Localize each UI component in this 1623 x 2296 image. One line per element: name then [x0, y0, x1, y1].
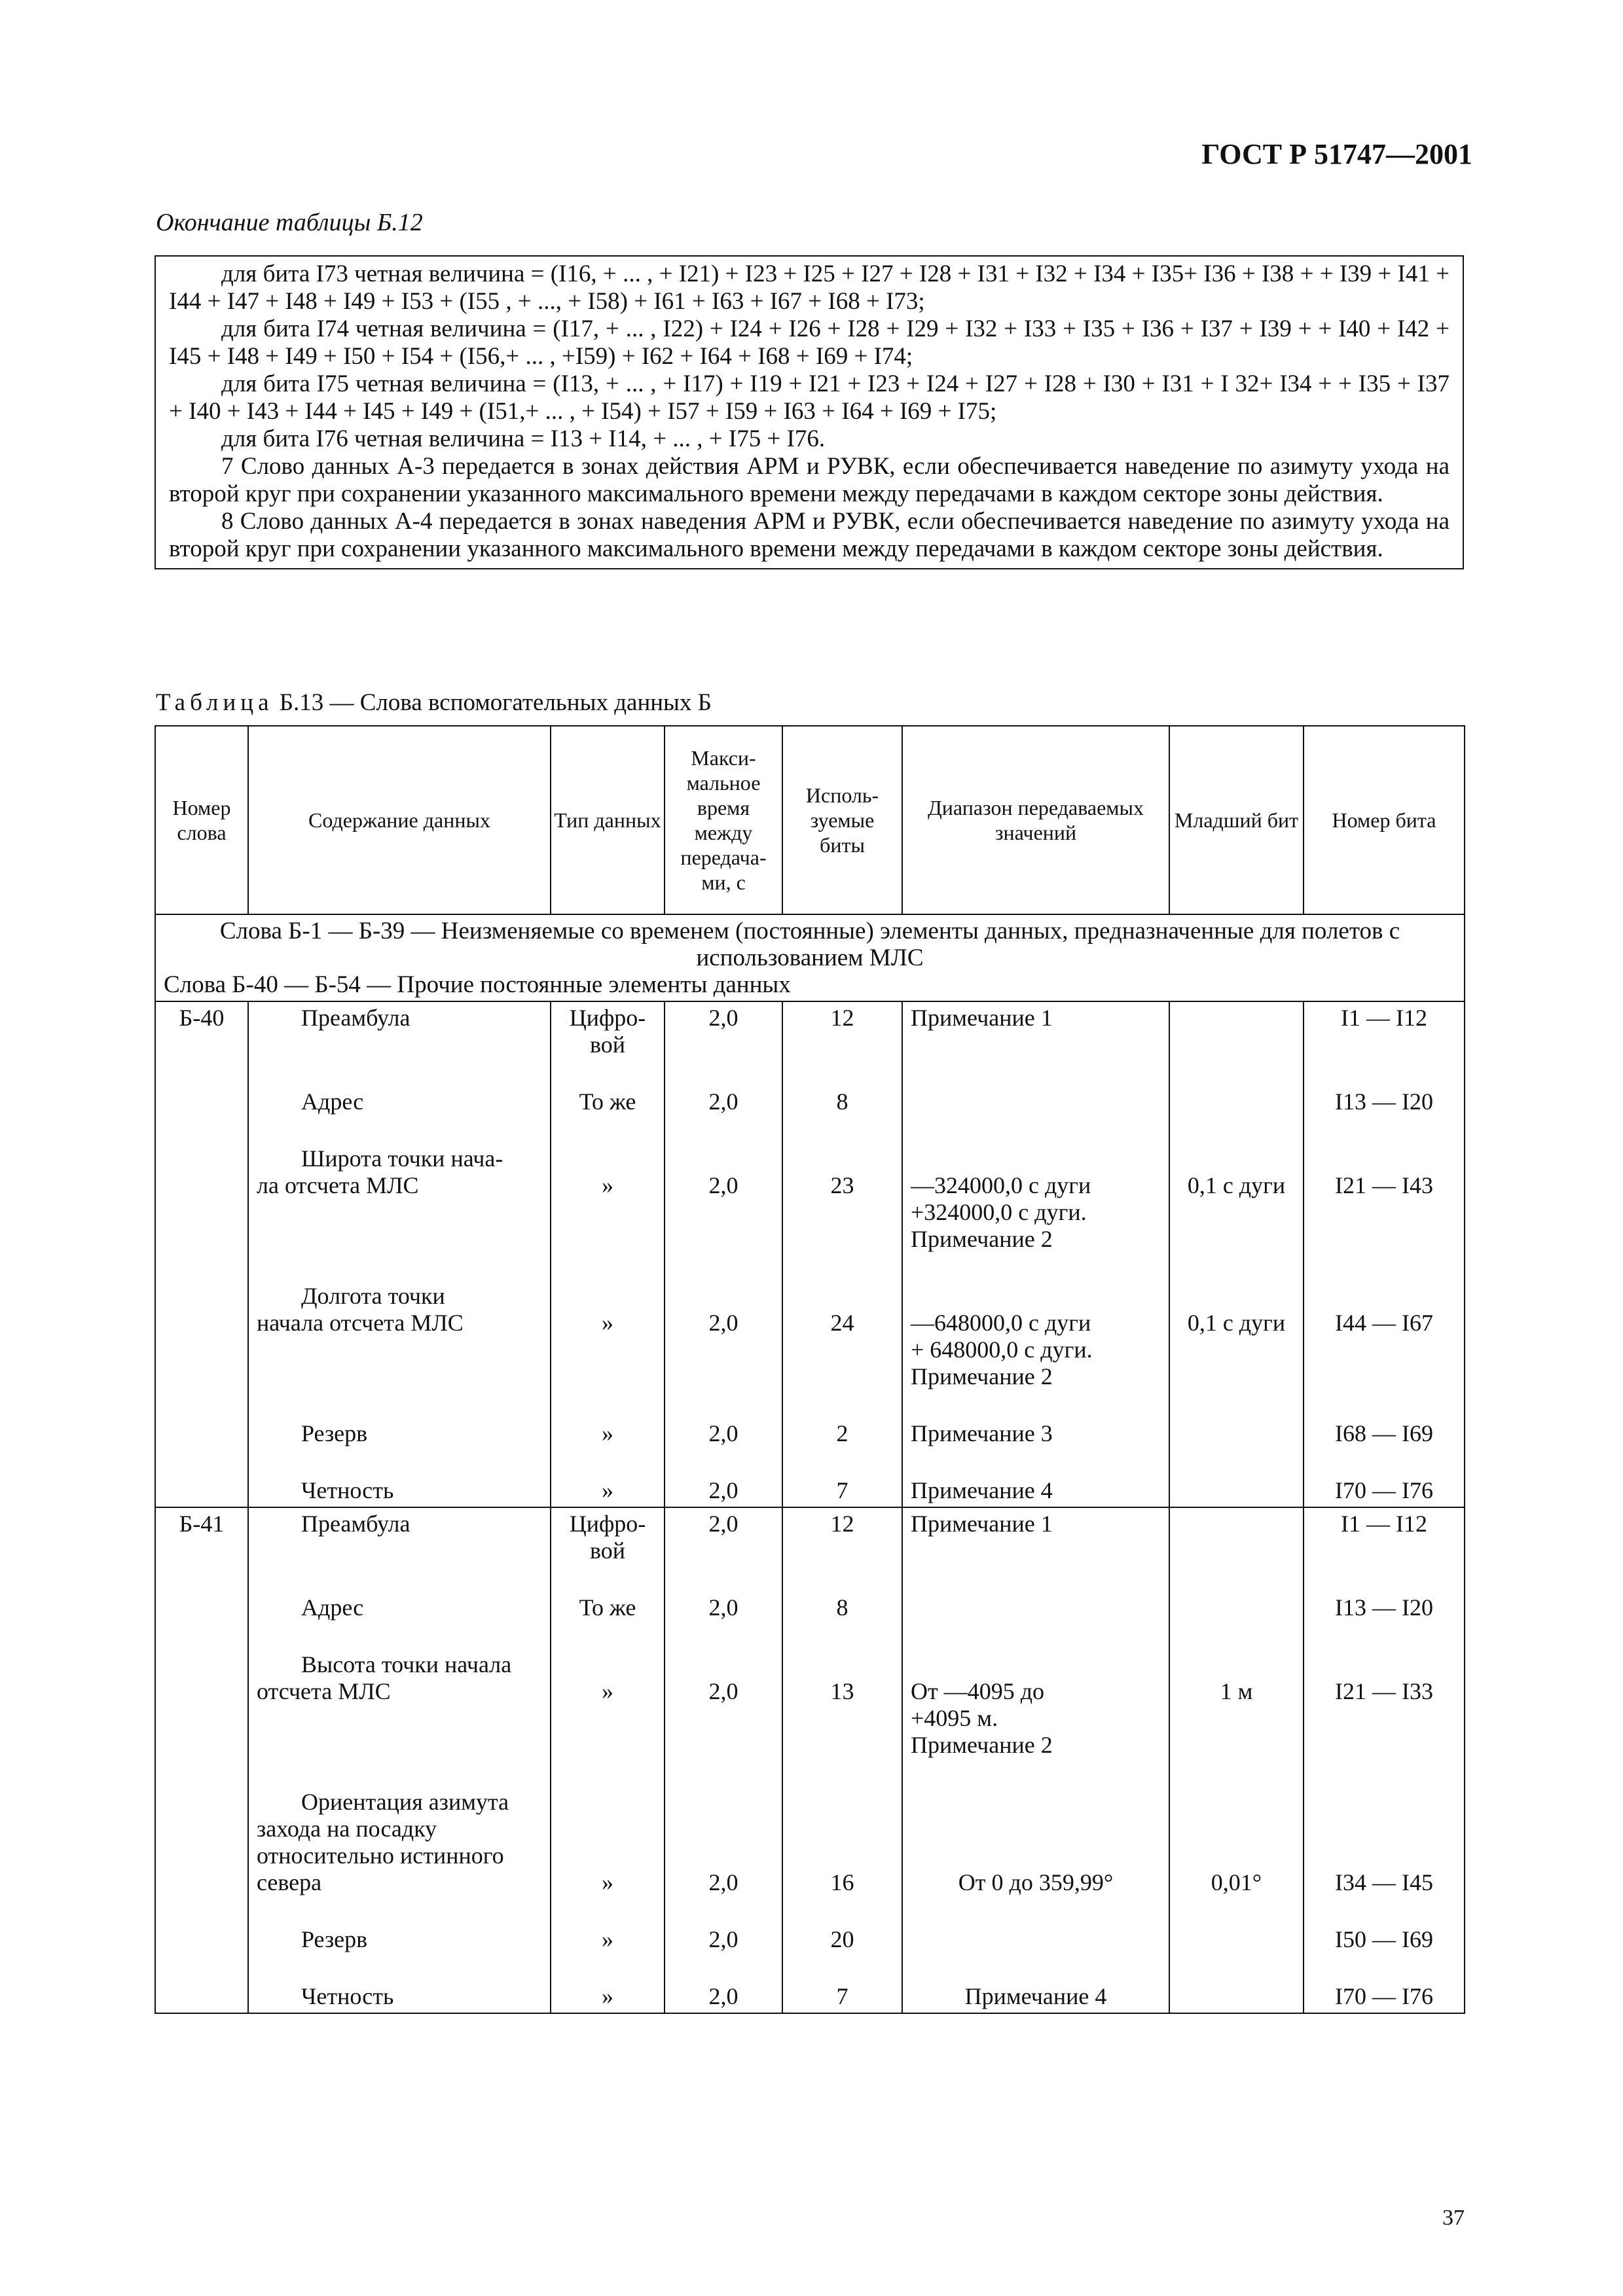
range-cell: Примечание 4: [902, 1981, 1169, 2013]
time-cell: 2,0: [665, 1475, 782, 1507]
bits-cell: 23: [782, 1143, 902, 1255]
time-cell: 2,0: [665, 1924, 782, 1956]
lsb-cell: [1169, 1981, 1304, 2013]
col-header-bit-number: Номер бита: [1304, 726, 1465, 914]
bits-cell: 24: [782, 1280, 902, 1393]
content-cell: Адрес: [248, 1086, 551, 1118]
range-line: Примечание 2: [911, 1226, 1053, 1252]
content-cell: Преамбула: [248, 1507, 551, 1567]
range-line: +324000,0 с дуги.: [911, 1199, 1087, 1225]
word-number: Б-41: [155, 1507, 248, 1567]
word-number: Б-40: [155, 1001, 248, 1061]
table-row: [155, 1507, 1465, 1567]
range-line: Примечание 2: [911, 1363, 1053, 1390]
content-cell: [248, 1143, 551, 1255]
type-cell: Цифро-вой: [551, 1507, 665, 1567]
lsb-cell: [1169, 1924, 1304, 1956]
lsb-cell: [1169, 1001, 1304, 1061]
content-cell: Четность: [248, 1981, 551, 2013]
lsb-cell: 0,01°: [1169, 1786, 1304, 1899]
range-line: + 648000,0 с дуги.: [911, 1336, 1093, 1363]
range-cell: [902, 1280, 1169, 1393]
time-cell: 2,0: [665, 1143, 782, 1255]
content-cell: Четность: [248, 1475, 551, 1507]
content-line: Высота точки начала: [301, 1651, 512, 1677]
note-parity-i74: для бита I74 четная величина = (I17, + ... , I22) + I24 + I26 + I28 + I29 + I32 + I33 + I35 + I36 + I37 + I39 + + I40 + I42 + I45 + I48 + I49 + I50 + I54 + (I56,+ ... , +I59) + I62 + I64 + I68 + I69 + I74;: [169, 315, 1450, 370]
table-row: [155, 1981, 1465, 2013]
col-header-used-bits: Исполь-зуемые биты: [782, 726, 902, 914]
range-line: +4095 м.: [911, 1705, 998, 1731]
bit-number-cell: I70 — I76: [1304, 1475, 1465, 1507]
range-cell: [902, 1924, 1169, 1956]
col-header-range: Диапазон передаваемых значений: [902, 726, 1169, 914]
type-cell: »: [551, 1649, 665, 1761]
table-row: [155, 1001, 1465, 1061]
range-cell: Примечание 1: [902, 1507, 1169, 1567]
content-line: Долгота точки: [301, 1283, 445, 1309]
content-line: начала отсчета МЛС: [257, 1310, 464, 1336]
type-cell: »: [551, 1280, 665, 1393]
range-cell: От 0 до 359,99°: [902, 1786, 1169, 1899]
bits-cell: 7: [782, 1475, 902, 1507]
table-row: [155, 1649, 1465, 1761]
range-cell: Примечание 4: [902, 1475, 1169, 1507]
bit-number-cell: I70 — I76: [1304, 1981, 1465, 2013]
lsb-cell: [1169, 1507, 1304, 1567]
bit-number-cell: I1 — I12: [1304, 1001, 1465, 1061]
page-number: 37: [1442, 2206, 1465, 2230]
table-row: [155, 1280, 1465, 1393]
type-cell: »: [551, 1786, 665, 1899]
lsb-cell: 0,1 с дуги: [1169, 1143, 1304, 1255]
time-cell: 2,0: [665, 1592, 782, 1624]
bits-cell: 8: [782, 1086, 902, 1118]
content-cell: [248, 1786, 551, 1899]
bits-cell: 7: [782, 1981, 902, 2013]
content-cell: [248, 1280, 551, 1393]
bit-number-cell: I13 — I20: [1304, 1086, 1465, 1118]
type-cell: »: [551, 1924, 665, 1956]
col-header-word-number: Номер слова: [155, 726, 248, 914]
time-cell: 2,0: [665, 1649, 782, 1761]
table-row: [155, 1475, 1465, 1507]
time-cell: 2,0: [665, 1086, 782, 1118]
table-continuation-caption: Окончание таблицы Б.12: [156, 209, 423, 236]
bits-cell: 13: [782, 1649, 902, 1761]
bit-number-cell: I21 — I43: [1304, 1143, 1465, 1255]
note-7: 7 Слово данных А-3 передается в зонах действия АРМ и РУВК, если обеспечивается наведение по азимуту ухода на второй круг при сохранении указанного максимального времени между передачами в каждом секторе зоны действия.: [169, 453, 1450, 507]
note-parity-i76: для бита I76 четная величина = I13 + I14, + ... , + I75 + I76.: [221, 425, 826, 452]
standard-number: ГОСТ Р 51747—2001: [1201, 138, 1472, 170]
bit-number-cell: I50 — I69: [1304, 1924, 1465, 1956]
table-row: [155, 1786, 1465, 1899]
table-title-text: Б.13 — Слова вспомогательных данных Б: [273, 689, 712, 716]
bit-number-cell: I44 — I67: [1304, 1280, 1465, 1393]
type-cell: Цифро-вой: [551, 1001, 665, 1061]
aux-data-words-table: [155, 725, 1465, 2014]
bit-number-cell: I21 — I33: [1304, 1649, 1465, 1761]
range-line: От —4095 до: [911, 1678, 1045, 1704]
lsb-cell: [1169, 1086, 1304, 1118]
time-cell: 2,0: [665, 1981, 782, 2013]
bit-number-cell: I13 — I20: [1304, 1592, 1465, 1624]
section-text-2: Слова Б-40 — Б-54 — Прочие постоянные элементы данных: [164, 971, 791, 998]
time-cell: 2,0: [665, 1507, 782, 1567]
range-cell: Примечание 1: [902, 1001, 1169, 1061]
bits-cell: 16: [782, 1786, 902, 1899]
section-cell: [155, 914, 1465, 1001]
bits-cell: 12: [782, 1001, 902, 1061]
range-cell: [902, 1592, 1169, 1624]
table-row: [155, 1418, 1465, 1450]
section-text-1: Слова Б-1 — Б-39 — Неизменяемые со временем (постоянные) элементы данных, предназначенные для полетов с использованием МЛС: [219, 918, 1400, 971]
content-cell: Резерв: [248, 1418, 551, 1450]
bits-cell: 20: [782, 1924, 902, 1956]
range-cell: [902, 1649, 1169, 1761]
range-cell: [902, 1143, 1169, 1255]
col-header-content: Содержание данных: [248, 726, 551, 914]
type-cell: То же: [551, 1592, 665, 1624]
type-cell: »: [551, 1143, 665, 1255]
bit-number-cell: I1 — I12: [1304, 1507, 1465, 1567]
section-row: [155, 914, 1465, 1001]
lsb-cell: 1 м: [1169, 1649, 1304, 1761]
notes-box: [155, 255, 1464, 569]
time-cell: 2,0: [665, 1418, 782, 1450]
col-header-max-time: Макси-мальное время между передача-ми, с: [665, 726, 782, 914]
table-row: [155, 1086, 1465, 1118]
range-cell: Примечание 3: [902, 1418, 1169, 1450]
table-row: [155, 1592, 1465, 1624]
content-cell: [248, 1649, 551, 1761]
note-8: 8 Слово данных А-4 передается в зонах наведения АРМ и РУВК, если обеспечивается наведение по азимуту ухода на второй круг при сохранении указанного максимального времени между передачами в каждом секторе зоны действия.: [169, 508, 1450, 562]
lsb-cell: 0,1 с дуги: [1169, 1280, 1304, 1393]
col-header-data-type: Тип данных: [551, 726, 665, 914]
bits-cell: 12: [782, 1507, 902, 1567]
table-title-label: Таблица: [156, 689, 274, 716]
content-line: Ориентация азимута: [301, 1789, 509, 1815]
table-row: [155, 1924, 1465, 1956]
range-line: Примечание 2: [911, 1732, 1053, 1758]
type-cell: »: [551, 1475, 665, 1507]
bits-cell: 2: [782, 1418, 902, 1450]
bit-number-cell: I68 — I69: [1304, 1418, 1465, 1450]
content-cell: Адрес: [248, 1592, 551, 1624]
range-line: —324000,0 с дуги: [911, 1172, 1091, 1198]
col-header-lsb: Младший бит: [1169, 726, 1304, 914]
lsb-cell: [1169, 1592, 1304, 1624]
type-cell: »: [551, 1418, 665, 1450]
bits-cell: 8: [782, 1592, 902, 1624]
content-line: отсчета МЛС: [257, 1678, 391, 1704]
note-parity-i75: для бита I75 четная величина = (I13, + ... , + I17) + I19 + I21 + I23 + I24 + I27 + I28 + I30 + I31 + I 32+ I34 + + I35 + I37 + I40 + I43 + I44 + I45 + I49 + (I51,+ ... , + I54) + I57 + I59 + I63 + I64 + I69 + I75;: [169, 370, 1450, 425]
table-title: [156, 689, 712, 717]
content-line: ла отсчета МЛС: [257, 1172, 419, 1198]
content-cell: Преамбула: [248, 1001, 551, 1061]
type-cell: То же: [551, 1086, 665, 1118]
bit-number-cell: I34 — I45: [1304, 1786, 1465, 1899]
type-cell: »: [551, 1981, 665, 2013]
content-line: захода на посадку относительно истинного севера: [257, 1816, 504, 1895]
table-row: [155, 1143, 1465, 1255]
range-line: —648000,0 с дуги: [911, 1310, 1091, 1336]
content-line: Широта точки нача-: [301, 1145, 503, 1172]
time-cell: 2,0: [665, 1001, 782, 1061]
lsb-cell: [1169, 1475, 1304, 1507]
note-parity-i73: для бита I73 четная величина = (I16, + ... , + I21) + I23 + I25 + I27 + I28 + I31 + I32 + I34 + I35+ I36 + I38 + + I39 + I41 + I44 + I47 + I48 + I49 + I53 + (I55 , + ..., + I58) + I61 + I63 + I67 + I68 + I73;: [169, 260, 1450, 315]
time-cell: 2,0: [665, 1280, 782, 1393]
content-cell: Резерв: [248, 1924, 551, 1956]
lsb-cell: [1169, 1418, 1304, 1450]
table-header-row: [155, 726, 1465, 914]
range-cell: [902, 1086, 1169, 1118]
time-cell: 2,0: [665, 1786, 782, 1899]
